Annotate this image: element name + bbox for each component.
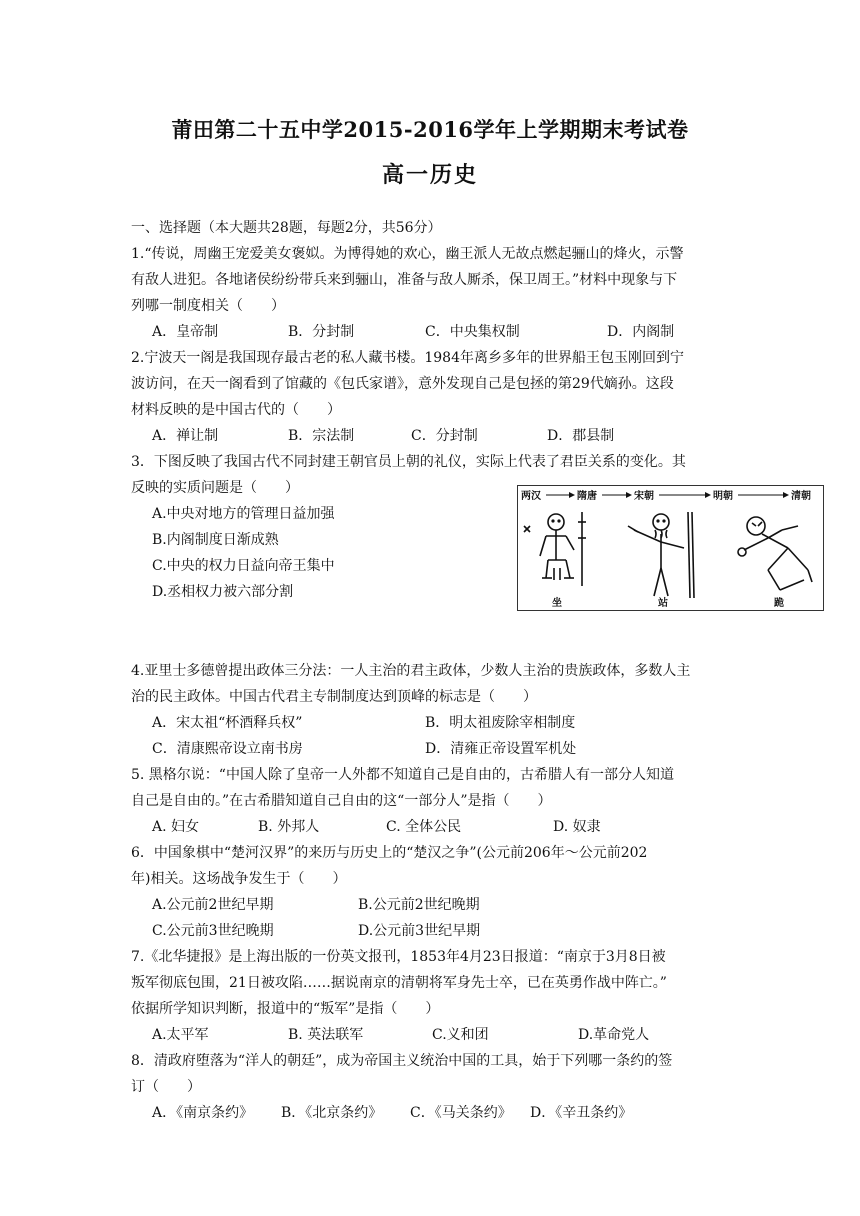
question-1-option-c: C．中央集权制 bbox=[425, 324, 520, 340]
question-1-line-2: 有敌人进犯。各地诸侯纷纷带兵来到骊山，准备与敌人厮杀，保卫周王。”材料中现象与下 bbox=[131, 272, 678, 288]
question-4-option-c: C．清康熙帝设立南书房 bbox=[152, 741, 303, 757]
question-7-option-d: D.革命党人 bbox=[578, 1027, 650, 1043]
standing-official-figure bbox=[628, 512, 694, 598]
question-8-option-a: A．《南京条约》 bbox=[152, 1105, 254, 1121]
question-5-option-c: C. 全体公民 bbox=[386, 819, 462, 835]
question-4-option-b: B．明太祖废除宰相制度 bbox=[425, 715, 576, 731]
question-2-option-d: D．郡县制 bbox=[547, 428, 615, 444]
question-2-line-2: 波访问，在天一阁看到了馆藏的《包氏家谱》，意外发现自己是包拯的第29代嫡孙。这段 bbox=[131, 376, 674, 392]
question-8-option-d: D．《辛丑条约》 bbox=[530, 1105, 633, 1121]
court-etiquette-illustration bbox=[518, 486, 823, 610]
question-3-option-a: A.中央对地方的管理日益加强 bbox=[152, 506, 335, 522]
posture-label-kneel: 跪 bbox=[774, 598, 784, 609]
question-8-line-2: 订（ ） bbox=[131, 1079, 201, 1095]
subject-title: 高一历史 bbox=[381, 162, 478, 188]
question-7-line-1: 7.《北华捷报》是上海出版的一份英文报刊，1853年4月23日报道：“南京于3月8日被 bbox=[131, 949, 666, 965]
question-6-option-b: B.公元前2世纪晚期 bbox=[358, 897, 480, 913]
question-1-option-d: D．内阁制 bbox=[607, 324, 675, 340]
question-4-option-d: D．清雍正帝设置军机处 bbox=[425, 741, 577, 757]
question-5-line-1: 5. 黑格尔说：“中国人除了皇帝一人外都不知道自己是自由的，古希腊人有一部分人知道 bbox=[131, 767, 674, 783]
court-etiquette-figure bbox=[517, 485, 824, 611]
question-8-option-b: B．《北京条约》 bbox=[281, 1105, 383, 1121]
question-2-line-3: 材料反映的是中国古代的（ ） bbox=[131, 402, 341, 418]
question-3-line-2: 反映的实质问题是（ ） bbox=[131, 480, 299, 496]
question-4-line-1: 4.亚里士多德曾提出政体三分法：一人主治的君主政体，少数人主治的贵族政体，多数人主 bbox=[131, 663, 691, 679]
question-6-line-1: 6．中国象棋中“楚河汉界”的来历与历史上的“楚汉之争”(公元前206年～公元前202 bbox=[131, 845, 648, 861]
question-2-option-a: A．禅让制 bbox=[152, 428, 219, 444]
question-2-option-b: B．宗法制 bbox=[288, 428, 355, 444]
sitting-official-figure bbox=[524, 512, 586, 586]
question-6-option-a: A.公元前2世纪早期 bbox=[152, 897, 274, 913]
kneeling-official-figure bbox=[738, 517, 812, 590]
question-2-option-c: C．分封制 bbox=[411, 428, 478, 444]
question-6-option-c: C.公元前3世纪晚期 bbox=[152, 923, 274, 939]
question-5-option-d: D. 奴隶 bbox=[553, 819, 601, 835]
question-1-option-b: B．分封制 bbox=[288, 324, 355, 340]
question-7-option-b: B. 英法联军 bbox=[288, 1027, 364, 1043]
dynasty-label-song: 宋朝 bbox=[634, 491, 654, 502]
dynasty-label-qing: 清朝 bbox=[791, 491, 811, 502]
question-6-option-d: D.公元前3世纪早期 bbox=[358, 923, 481, 939]
question-5-line-2: 自己是自由的。”在古希腊知道自己自由的这“一部分人”是指（ ） bbox=[131, 793, 552, 809]
question-1-line-3: 列哪一制度相关（ ） bbox=[131, 298, 285, 314]
question-5-option-b: B. 外邦人 bbox=[258, 819, 320, 835]
question-7-option-c: C.义和团 bbox=[432, 1027, 489, 1043]
posture-label-stand: 站 bbox=[658, 598, 668, 609]
question-7-line-3: 依据所学知识判断，报道中的“叛军”是指（ ） bbox=[131, 1001, 440, 1017]
question-5-option-a: A. 妇女 bbox=[152, 819, 200, 835]
dynasty-label-ming: 明朝 bbox=[713, 491, 733, 502]
question-8-line-1: 8．清政府堕落为“洋人的朝廷”，成为帝国主义统治中国的工具，始于下列哪一条约的签 bbox=[131, 1053, 673, 1069]
question-6-line-2: 年)相关。这场战争发生于（ ） bbox=[131, 871, 347, 887]
question-3-option-d: D.丞相权力被六部分割 bbox=[152, 584, 294, 600]
question-1-line-1: 1.“传说，周幽王宠爱美女褒姒。为博得她的欢心，幽王派人无故点燃起骊山的烽火，示警 bbox=[131, 246, 684, 262]
dynasty-label-han: 两汉 bbox=[521, 491, 541, 502]
question-7-line-2: 叛军彻底包围，21日被攻陷……据说南京的清朝将军身先士卒，已在英勇作战中阵亡。” bbox=[131, 975, 667, 991]
question-7-option-a: A.太平军 bbox=[152, 1027, 209, 1043]
question-3-option-b: B.内阁制度日渐成熟 bbox=[152, 532, 279, 548]
section-heading: 一、选择题（本大题共28题，每题2分，共56分） bbox=[131, 220, 442, 236]
question-4-line-2: 治的民主政体。中国古代君主专制制度达到顶峰的标志是（ ） bbox=[131, 689, 537, 705]
posture-label-sit: 坐 bbox=[552, 598, 562, 609]
dynasty-label-suitang: 隋唐 bbox=[577, 491, 597, 502]
question-4-option-a: A．宋太祖“杯酒释兵权” bbox=[152, 715, 303, 731]
exam-title: 莆田第二十五中学2015-2016学年上学期期末考试卷 bbox=[171, 117, 689, 142]
question-1-option-a: A．皇帝制 bbox=[152, 324, 219, 340]
question-3-line-1: 3．下图反映了我国古代不同封建王朝官员上朝的礼仪，实际上代表了君臣关系的变化。其 bbox=[131, 454, 686, 470]
question-8-option-c: C．《马关条约》 bbox=[410, 1105, 512, 1121]
question-2-line-1: 2.宁波天一阁是我国现存最古老的私人藏书楼。1984年离乡多年的世界船王包玉刚回到宁 bbox=[131, 350, 684, 366]
question-3-option-c: C.中央的权力日益向帝王集中 bbox=[152, 558, 335, 574]
